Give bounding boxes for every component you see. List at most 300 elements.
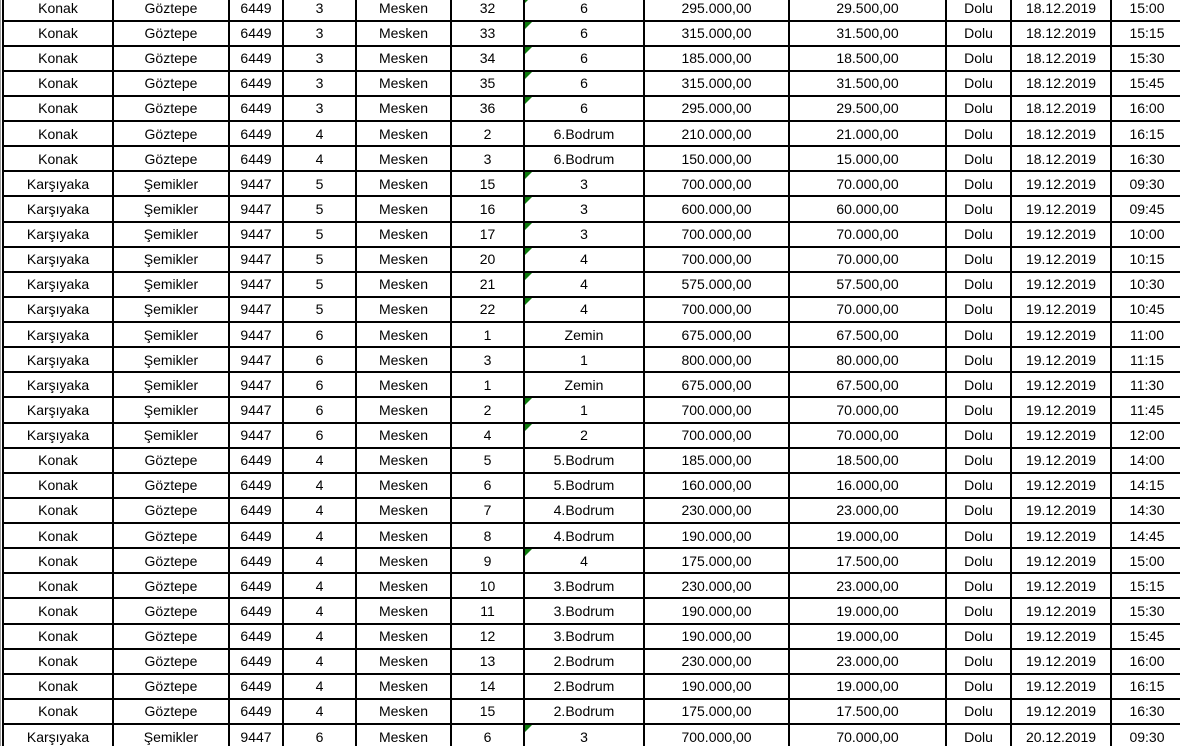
cell-time[interactable] [1112,725,1180,746]
cell-block-no[interactable] [230,172,284,197]
cell-deposit[interactable] [790,499,947,524]
cell-floor[interactable] [525,0,645,22]
cell-date[interactable] [1012,122,1112,147]
cell-district[interactable] [4,97,114,122]
cell-floor[interactable] [525,524,645,549]
cell-date[interactable] [1012,549,1112,574]
cell-status[interactable] [947,398,1012,423]
cell-floor[interactable] [525,72,645,97]
cell-group-no[interactable] [284,725,357,746]
cell-time[interactable] [1112,47,1180,72]
cell-block-no[interactable] [230,0,284,22]
cell-property-type[interactable] [357,298,452,323]
cell-time[interactable] [1112,323,1180,348]
cell-neighborhood[interactable] [114,122,230,147]
cell-time[interactable] [1112,675,1180,700]
cell-district[interactable] [4,197,114,222]
cell-deposit[interactable] [790,72,947,97]
cell-neighborhood[interactable] [114,449,230,474]
cell-unit-no[interactable] [452,474,525,499]
cell-status[interactable] [947,47,1012,72]
cell-property-type[interactable] [357,424,452,449]
cell-date[interactable] [1012,248,1112,273]
cell-group-no[interactable] [284,172,357,197]
cell-status[interactable] [947,675,1012,700]
cell-floor[interactable] [525,172,645,197]
cell-floor[interactable] [525,348,645,373]
cell-price[interactable] [645,122,790,147]
cell-date[interactable] [1012,323,1112,348]
cell-group-no[interactable] [284,599,357,624]
cell-date[interactable] [1012,599,1112,624]
cell-deposit[interactable] [790,298,947,323]
cell-status[interactable] [947,599,1012,624]
cell-price[interactable] [645,348,790,373]
cell-deposit[interactable] [790,599,947,624]
cell-neighborhood[interactable] [114,298,230,323]
cell-unit-no[interactable] [452,725,525,746]
cell-floor[interactable] [525,549,645,574]
cell-date[interactable] [1012,273,1112,298]
cell-property-type[interactable] [357,499,452,524]
cell-status[interactable] [947,348,1012,373]
cell-property-type[interactable] [357,172,452,197]
cell-status[interactable] [947,700,1012,725]
cell-property-type[interactable] [357,675,452,700]
cell-price[interactable] [645,449,790,474]
cell-date[interactable] [1012,373,1112,398]
cell-neighborhood[interactable] [114,675,230,700]
cell-floor[interactable] [525,474,645,499]
cell-district[interactable] [4,424,114,449]
cell-deposit[interactable] [790,725,947,746]
cell-block-no[interactable] [230,725,284,746]
cell-property-type[interactable] [357,449,452,474]
cell-time[interactable] [1112,625,1180,650]
cell-property-type[interactable] [357,398,452,423]
cell-date[interactable] [1012,499,1112,524]
cell-group-no[interactable] [284,499,357,524]
cell-status[interactable] [947,22,1012,47]
cell-district[interactable] [4,449,114,474]
cell-block-no[interactable] [230,323,284,348]
cell-district[interactable] [4,0,114,22]
cell-price[interactable] [645,474,790,499]
cell-unit-no[interactable] [452,424,525,449]
cell-status[interactable] [947,72,1012,97]
cell-deposit[interactable] [790,574,947,599]
cell-date[interactable] [1012,675,1112,700]
cell-block-no[interactable] [230,22,284,47]
cell-block-no[interactable] [230,223,284,248]
cell-floor[interactable] [525,675,645,700]
cell-district[interactable] [4,273,114,298]
cell-group-no[interactable] [284,549,357,574]
cell-district[interactable] [4,474,114,499]
cell-group-no[interactable] [284,474,357,499]
cell-unit-no[interactable] [452,72,525,97]
cell-district[interactable] [4,700,114,725]
cell-district[interactable] [4,323,114,348]
cell-property-type[interactable] [357,122,452,147]
cell-price[interactable] [645,223,790,248]
cell-deposit[interactable] [790,172,947,197]
cell-block-no[interactable] [230,424,284,449]
cell-block-no[interactable] [230,97,284,122]
cell-time[interactable] [1112,72,1180,97]
cell-block-no[interactable] [230,650,284,675]
cell-status[interactable] [947,499,1012,524]
cell-deposit[interactable] [790,323,947,348]
cell-district[interactable] [4,298,114,323]
cell-unit-no[interactable] [452,298,525,323]
cell-neighborhood[interactable] [114,650,230,675]
cell-unit-no[interactable] [452,172,525,197]
cell-deposit[interactable] [790,147,947,172]
cell-block-no[interactable] [230,474,284,499]
cell-neighborhood[interactable] [114,22,230,47]
cell-floor[interactable] [525,424,645,449]
cell-floor[interactable] [525,22,645,47]
cell-unit-no[interactable] [452,549,525,574]
cell-neighborhood[interactable] [114,248,230,273]
cell-unit-no[interactable] [452,348,525,373]
cell-status[interactable] [947,197,1012,222]
cell-status[interactable] [947,650,1012,675]
cell-property-type[interactable] [357,474,452,499]
cell-time[interactable] [1112,524,1180,549]
cell-date[interactable] [1012,449,1112,474]
cell-price[interactable] [645,47,790,72]
cell-status[interactable] [947,248,1012,273]
cell-neighborhood[interactable] [114,524,230,549]
cell-time[interactable] [1112,700,1180,725]
cell-date[interactable] [1012,424,1112,449]
cell-price[interactable] [645,675,790,700]
cell-group-no[interactable] [284,700,357,725]
cell-floor[interactable] [525,373,645,398]
cell-group-no[interactable] [284,449,357,474]
cell-price[interactable] [645,22,790,47]
cell-neighborhood[interactable] [114,574,230,599]
cell-property-type[interactable] [357,97,452,122]
cell-time[interactable] [1112,424,1180,449]
cell-block-no[interactable] [230,122,284,147]
cell-date[interactable] [1012,223,1112,248]
cell-deposit[interactable] [790,625,947,650]
cell-price[interactable] [645,424,790,449]
cell-property-type[interactable] [357,650,452,675]
cell-status[interactable] [947,449,1012,474]
cell-property-type[interactable] [357,348,452,373]
cell-unit-no[interactable] [452,323,525,348]
cell-deposit[interactable] [790,650,947,675]
cell-floor[interactable] [525,47,645,72]
cell-group-no[interactable] [284,398,357,423]
cell-floor[interactable] [525,298,645,323]
cell-property-type[interactable] [357,22,452,47]
cell-district[interactable] [4,373,114,398]
cell-deposit[interactable] [790,474,947,499]
cell-unit-no[interactable] [452,273,525,298]
cell-status[interactable] [947,574,1012,599]
cell-floor[interactable] [525,197,645,222]
cell-unit-no[interactable] [452,574,525,599]
cell-time[interactable] [1112,599,1180,624]
cell-deposit[interactable] [790,348,947,373]
cell-property-type[interactable] [357,147,452,172]
cell-date[interactable] [1012,197,1112,222]
cell-price[interactable] [645,248,790,273]
cell-date[interactable] [1012,700,1112,725]
cell-price[interactable] [645,725,790,746]
cell-floor[interactable] [525,599,645,624]
cell-time[interactable] [1112,223,1180,248]
cell-block-no[interactable] [230,47,284,72]
cell-group-no[interactable] [284,122,357,147]
cell-date[interactable] [1012,147,1112,172]
cell-floor[interactable] [525,323,645,348]
cell-group-no[interactable] [284,72,357,97]
cell-price[interactable] [645,524,790,549]
cell-unit-no[interactable] [452,248,525,273]
cell-date[interactable] [1012,625,1112,650]
cell-unit-no[interactable] [452,0,525,22]
cell-price[interactable] [645,373,790,398]
cell-property-type[interactable] [357,72,452,97]
cell-floor[interactable] [525,574,645,599]
cell-group-no[interactable] [284,323,357,348]
cell-deposit[interactable] [790,97,947,122]
cell-date[interactable] [1012,72,1112,97]
cell-block-no[interactable] [230,197,284,222]
cell-status[interactable] [947,223,1012,248]
cell-property-type[interactable] [357,47,452,72]
cell-block-no[interactable] [230,549,284,574]
cell-status[interactable] [947,725,1012,746]
cell-time[interactable] [1112,474,1180,499]
cell-district[interactable] [4,398,114,423]
cell-status[interactable] [947,0,1012,22]
cell-floor[interactable] [525,122,645,147]
cell-price[interactable] [645,97,790,122]
cell-neighborhood[interactable] [114,424,230,449]
cell-unit-no[interactable] [452,197,525,222]
cell-price[interactable] [645,499,790,524]
cell-price[interactable] [645,650,790,675]
cell-deposit[interactable] [790,248,947,273]
cell-status[interactable] [947,474,1012,499]
cell-group-no[interactable] [284,675,357,700]
cell-neighborhood[interactable] [114,147,230,172]
cell-unit-no[interactable] [452,97,525,122]
cell-time[interactable] [1112,97,1180,122]
cell-district[interactable] [4,549,114,574]
cell-district[interactable] [4,223,114,248]
cell-time[interactable] [1112,348,1180,373]
cell-unit-no[interactable] [452,700,525,725]
cell-group-no[interactable] [284,97,357,122]
cell-time[interactable] [1112,248,1180,273]
cell-deposit[interactable] [790,47,947,72]
cell-district[interactable] [4,599,114,624]
cell-property-type[interactable] [357,700,452,725]
cell-price[interactable] [645,0,790,22]
cell-time[interactable] [1112,197,1180,222]
cell-district[interactable] [4,47,114,72]
cell-group-no[interactable] [284,625,357,650]
cell-deposit[interactable] [790,0,947,22]
cell-floor[interactable] [525,499,645,524]
cell-status[interactable] [947,373,1012,398]
cell-status[interactable] [947,524,1012,549]
cell-property-type[interactable] [357,248,452,273]
cell-date[interactable] [1012,524,1112,549]
cell-price[interactable] [645,700,790,725]
cell-deposit[interactable] [790,273,947,298]
cell-property-type[interactable] [357,524,452,549]
cell-unit-no[interactable] [452,499,525,524]
cell-status[interactable] [947,97,1012,122]
cell-time[interactable] [1112,273,1180,298]
cell-district[interactable] [4,248,114,273]
cell-floor[interactable] [525,248,645,273]
cell-unit-no[interactable] [452,373,525,398]
cell-district[interactable] [4,22,114,47]
cell-district[interactable] [4,625,114,650]
cell-block-no[interactable] [230,524,284,549]
cell-date[interactable] [1012,398,1112,423]
cell-deposit[interactable] [790,22,947,47]
cell-deposit[interactable] [790,700,947,725]
cell-neighborhood[interactable] [114,273,230,298]
cell-status[interactable] [947,625,1012,650]
cell-floor[interactable] [525,398,645,423]
cell-time[interactable] [1112,398,1180,423]
cell-price[interactable] [645,599,790,624]
cell-unit-no[interactable] [452,675,525,700]
cell-block-no[interactable] [230,398,284,423]
cell-group-no[interactable] [284,47,357,72]
cell-group-no[interactable] [284,22,357,47]
cell-neighborhood[interactable] [114,625,230,650]
cell-price[interactable] [645,147,790,172]
cell-date[interactable] [1012,22,1112,47]
cell-date[interactable] [1012,298,1112,323]
cell-neighborhood[interactable] [114,323,230,348]
cell-block-no[interactable] [230,574,284,599]
cell-neighborhood[interactable] [114,172,230,197]
cell-neighborhood[interactable] [114,398,230,423]
cell-price[interactable] [645,625,790,650]
cell-district[interactable] [4,147,114,172]
cell-neighborhood[interactable] [114,549,230,574]
cell-property-type[interactable] [357,197,452,222]
cell-group-no[interactable] [284,298,357,323]
cell-group-no[interactable] [284,574,357,599]
cell-group-no[interactable] [284,223,357,248]
cell-floor[interactable] [525,650,645,675]
cell-neighborhood[interactable] [114,348,230,373]
cell-unit-no[interactable] [452,223,525,248]
cell-unit-no[interactable] [452,47,525,72]
cell-block-no[interactable] [230,348,284,373]
cell-unit-no[interactable] [452,449,525,474]
cell-group-no[interactable] [284,0,357,22]
cell-price[interactable] [645,172,790,197]
cell-neighborhood[interactable] [114,499,230,524]
cell-deposit[interactable] [790,424,947,449]
cell-district[interactable] [4,675,114,700]
cell-unit-no[interactable] [452,599,525,624]
cell-neighborhood[interactable] [114,223,230,248]
cell-deposit[interactable] [790,449,947,474]
cell-price[interactable] [645,298,790,323]
cell-floor[interactable] [525,223,645,248]
cell-price[interactable] [645,549,790,574]
cell-unit-no[interactable] [452,398,525,423]
cell-time[interactable] [1112,172,1180,197]
cell-status[interactable] [947,122,1012,147]
cell-group-no[interactable] [284,348,357,373]
cell-time[interactable] [1112,373,1180,398]
cell-floor[interactable] [525,147,645,172]
cell-floor[interactable] [525,625,645,650]
cell-price[interactable] [645,197,790,222]
cell-block-no[interactable] [230,675,284,700]
cell-status[interactable] [947,298,1012,323]
cell-neighborhood[interactable] [114,97,230,122]
cell-property-type[interactable] [357,223,452,248]
cell-group-no[interactable] [284,650,357,675]
cell-deposit[interactable] [790,373,947,398]
cell-property-type[interactable] [357,574,452,599]
cell-date[interactable] [1012,574,1112,599]
cell-block-no[interactable] [230,700,284,725]
cell-neighborhood[interactable] [114,197,230,222]
cell-floor[interactable] [525,97,645,122]
cell-time[interactable] [1112,147,1180,172]
cell-neighborhood[interactable] [114,0,230,22]
cell-block-no[interactable] [230,599,284,624]
cell-neighborhood[interactable] [114,72,230,97]
cell-date[interactable] [1012,650,1112,675]
cell-neighborhood[interactable] [114,599,230,624]
cell-block-no[interactable] [230,72,284,97]
cell-date[interactable] [1012,725,1112,746]
cell-neighborhood[interactable] [114,474,230,499]
cell-date[interactable] [1012,474,1112,499]
cell-neighborhood[interactable] [114,725,230,746]
cell-block-no[interactable] [230,248,284,273]
cell-group-no[interactable] [284,273,357,298]
cell-floor[interactable] [525,700,645,725]
cell-group-no[interactable] [284,197,357,222]
cell-deposit[interactable] [790,197,947,222]
cell-deposit[interactable] [790,675,947,700]
cell-date[interactable] [1012,0,1112,22]
cell-time[interactable] [1112,0,1180,22]
cell-neighborhood[interactable] [114,700,230,725]
cell-price[interactable] [645,323,790,348]
cell-price[interactable] [645,574,790,599]
cell-block-no[interactable] [230,449,284,474]
cell-time[interactable] [1112,298,1180,323]
cell-district[interactable] [4,574,114,599]
cell-time[interactable] [1112,650,1180,675]
cell-district[interactable] [4,650,114,675]
cell-status[interactable] [947,549,1012,574]
